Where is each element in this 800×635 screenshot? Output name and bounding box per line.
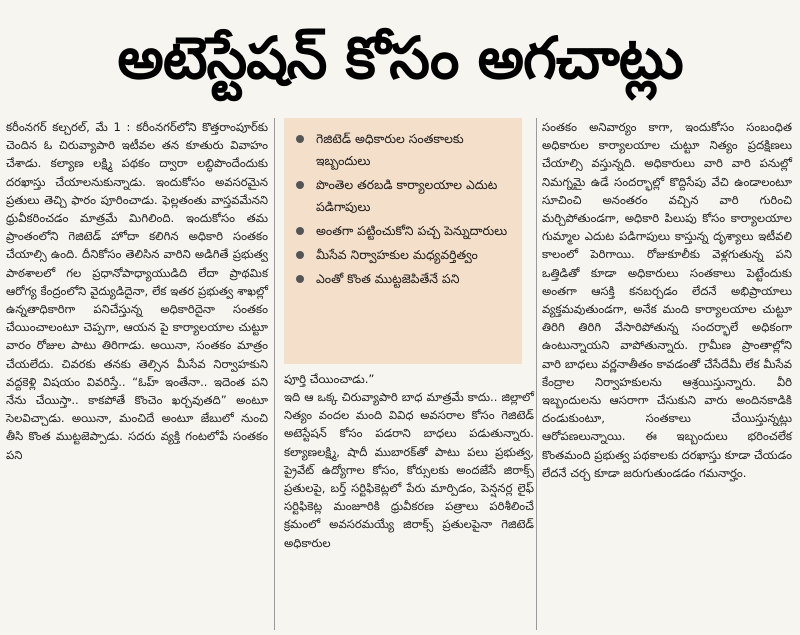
bullet-icon: [296, 227, 304, 235]
column-2-text: ఇది ఆ ఒక్క చిరువ్యాపారి బాధ మాత్రమే కాదు.. జిల్లాలో నిత్యం వందల మంది వివిధ అవసరాల కోసం గెజిటెడ్ అటెస్టేషన్ కోసం పడరాని బాధలు పడుతున్నారు. కల్యాణలక్ష్మి, షాదీ ముబారక్‌తో పాటు పలు ప్రభుత్వ, ప్రైవేట్ ఉద్యోగాల కోసం, కోర్సులకు అందజేసే జిరాక్స్ ప్రతులపై, బర్త్ సర్టిఫికెట్లలో పేరు మార్పిడం, పెన్షనర్ల లైఫ్ సర్టిఫికెట్ల మంజూరికి ధ్రువీకరణ పత్రాలు పరిశీలించే క్రమంలో అవసరమయ్యే జిరాక్స్ ప్రతులపైనా గెజిటెడ్ అధికారుల: [284, 390, 534, 550]
highlights-box: [284, 118, 522, 364]
bullet-icon: [296, 181, 304, 189]
column-divider-1: [274, 118, 275, 630]
column-2-lead: పూర్తి చేయించాడు.”: [284, 372, 375, 386]
headline: అటెస్టేషన్ కోసం అగచాట్లు: [117, 24, 683, 92]
column-divider-2: [536, 118, 537, 630]
highlight-item: మీసేవ నిర్వాహకుల మధ్యవర్తిత్వం: [294, 244, 514, 266]
article-column-2: [284, 388, 534, 552]
highlight-item: గెజిటెడ్ అధికారుల సంతకాలకు ఇబ్బందులు: [294, 128, 514, 172]
highlight-item: అంతగా పట్టించుకోని పచ్చ పెన్నుదారులు: [294, 220, 514, 242]
bullet-icon: [296, 135, 304, 143]
highlight-item: పొంతెల తరబడి కార్యాలయాల ఎదుట పడిగాపులు: [294, 174, 514, 218]
column-3-text: సంతకం అనివార్యం కాగా, ఇందుకోసం సంబంధిత అధికారుల కార్యాలయాల చుట్టూ నిత్యం ప్రదక్షిణలు చేయాల్సి వస్తున్నది. అధికారులు వారి వారి పనుల్లో నిమగ్నమై ఉడే సందర్భాల్లో కొద్దిసేపు వేచి ఉండాలంటూ సూచించి అనంతరం వచ్చిన వారి గురించి మర్చిపోతుండగా, అధికారి పిలుపు కోసం కార్యాలయాల గుమ్మాల ఎదుట పడిగాపులు కాస్తున్న దృశ్యాలు ఇటీవలి కాలంలో పెరిగాయి. రోజుకూలీకు వెళ్లగుతున్న పని ఒత్తిడితో కూడా అధికారులు సంతకాలు పెట్టేందుకు అంతగా ఆసక్తి కనబర్చడం లేదనే అభిప్రాయాలు వ్యక్తమవుతుండగా, అనేక మంది కార్యాలయాల చుట్టూ తిరిగి తిరిగి వేసారిపోతున్న సందర్భాలే అధికంగా ఉంటున్నాయని వాపోతున్నారు. గ్రామీణ ప్రాంతాల్లోని వారి బాధలు వర్ణనాతీతం కావడంతో చేసేదేమీ లేక మీసేవ కేంద్రాల నిర్వాహకులను ఆశ్రయిస్తున్నారు. వీరి ఇబ్బందులను ఆసరాగా చేసుకుని వారు అందినకాడికి దండుకుంటూ, సంతకాలు చేయిస్తున్నట్లు ఆరోపణలున్నాయి. ఈ ఇబ్బందులు భరించలేక కొంతమంది ప్రభుత్వ పథకాలకు దరఖాస్తు కూడా చేయడం లేదనే చర్చ కూడా జరుగుతుండడం గమనార్హం.: [542, 120, 792, 480]
article-column-1: [6, 118, 268, 464]
highlight-item: ఎంతో కొంత ముట్టజెపితేనే పని: [294, 268, 514, 290]
bullet-icon: [296, 251, 304, 259]
article-column-3: [542, 118, 792, 482]
bullet-icon: [296, 275, 304, 283]
highlights-list: [294, 128, 514, 290]
column-1-text: కరీంనగర్ కల్చరల్, మే 1 : కరీంనగర్‌లోని కొత్తరాంపూర్‌కు చెందిన ఓ చిరువ్యాపారి ఇటీవల తన కూతురు వివాహం చేశాడు. కల్యాణ లక్ష్మి పథకం ద్వారా లబ్ధిపొందేందుకు దరఖాస్తు చేయాలనుకున్నాడు. ఇందుకోసం అవసరమైన ప్రతులు తెచ్చి ఫారం పూరించాడు. ఫెల్లతంతు వాస్తవమేనని ధ్రువీకరించడం మాత్రమే మిగిలింది. ఇందుకోసం తమ ప్రాంతంలోని గెజిటెడ్ హోదా కలిగిన అధికారి సంతకం చేయాల్సి ఉంది. దీనికోసం తెలిసిన వారిని అడిగితే ప్రభుత్వ పాఠశాలలో గల ప్రధానోపాధ్యాయుడిది లేదా ప్రాథమిక ఆరోగ్య కేంద్రంలోని వైద్యుడిదైనా, లేక ఇతర ప్రభుత్వ శాఖల్లో ఉన్నతాధికారిగా పనిచేస్తున్న అధికారిదైనా సంతకం చేయించాలంటూ చెప్పగా, ఆయన పై కార్యాలయాల చుట్టూ వారం రోజుల పాటు తిరిగాడు. అయినా, సంతకం మాత్రం చేయలేదు. చివరకు తనకు తెల్సిన మీసేవ నిర్వాహకుని వద్దకెళ్లి విషయం వివరిస్తే.. “ఓహ్ ఇంతేనా.. ఇదెంత పని నేను చేయిస్తా.. కాకపోతే కొంచెం ఖర్చవుతది” అంటూ సెలవిచ్చాడు. అయినా, మంచిదే అంటూ జేబులో నుంచి తీసి కొంత ముట్టజెప్పాడు. సదరు వ్యక్తి గంటలోపే సంతకం పని: [6, 120, 268, 462]
